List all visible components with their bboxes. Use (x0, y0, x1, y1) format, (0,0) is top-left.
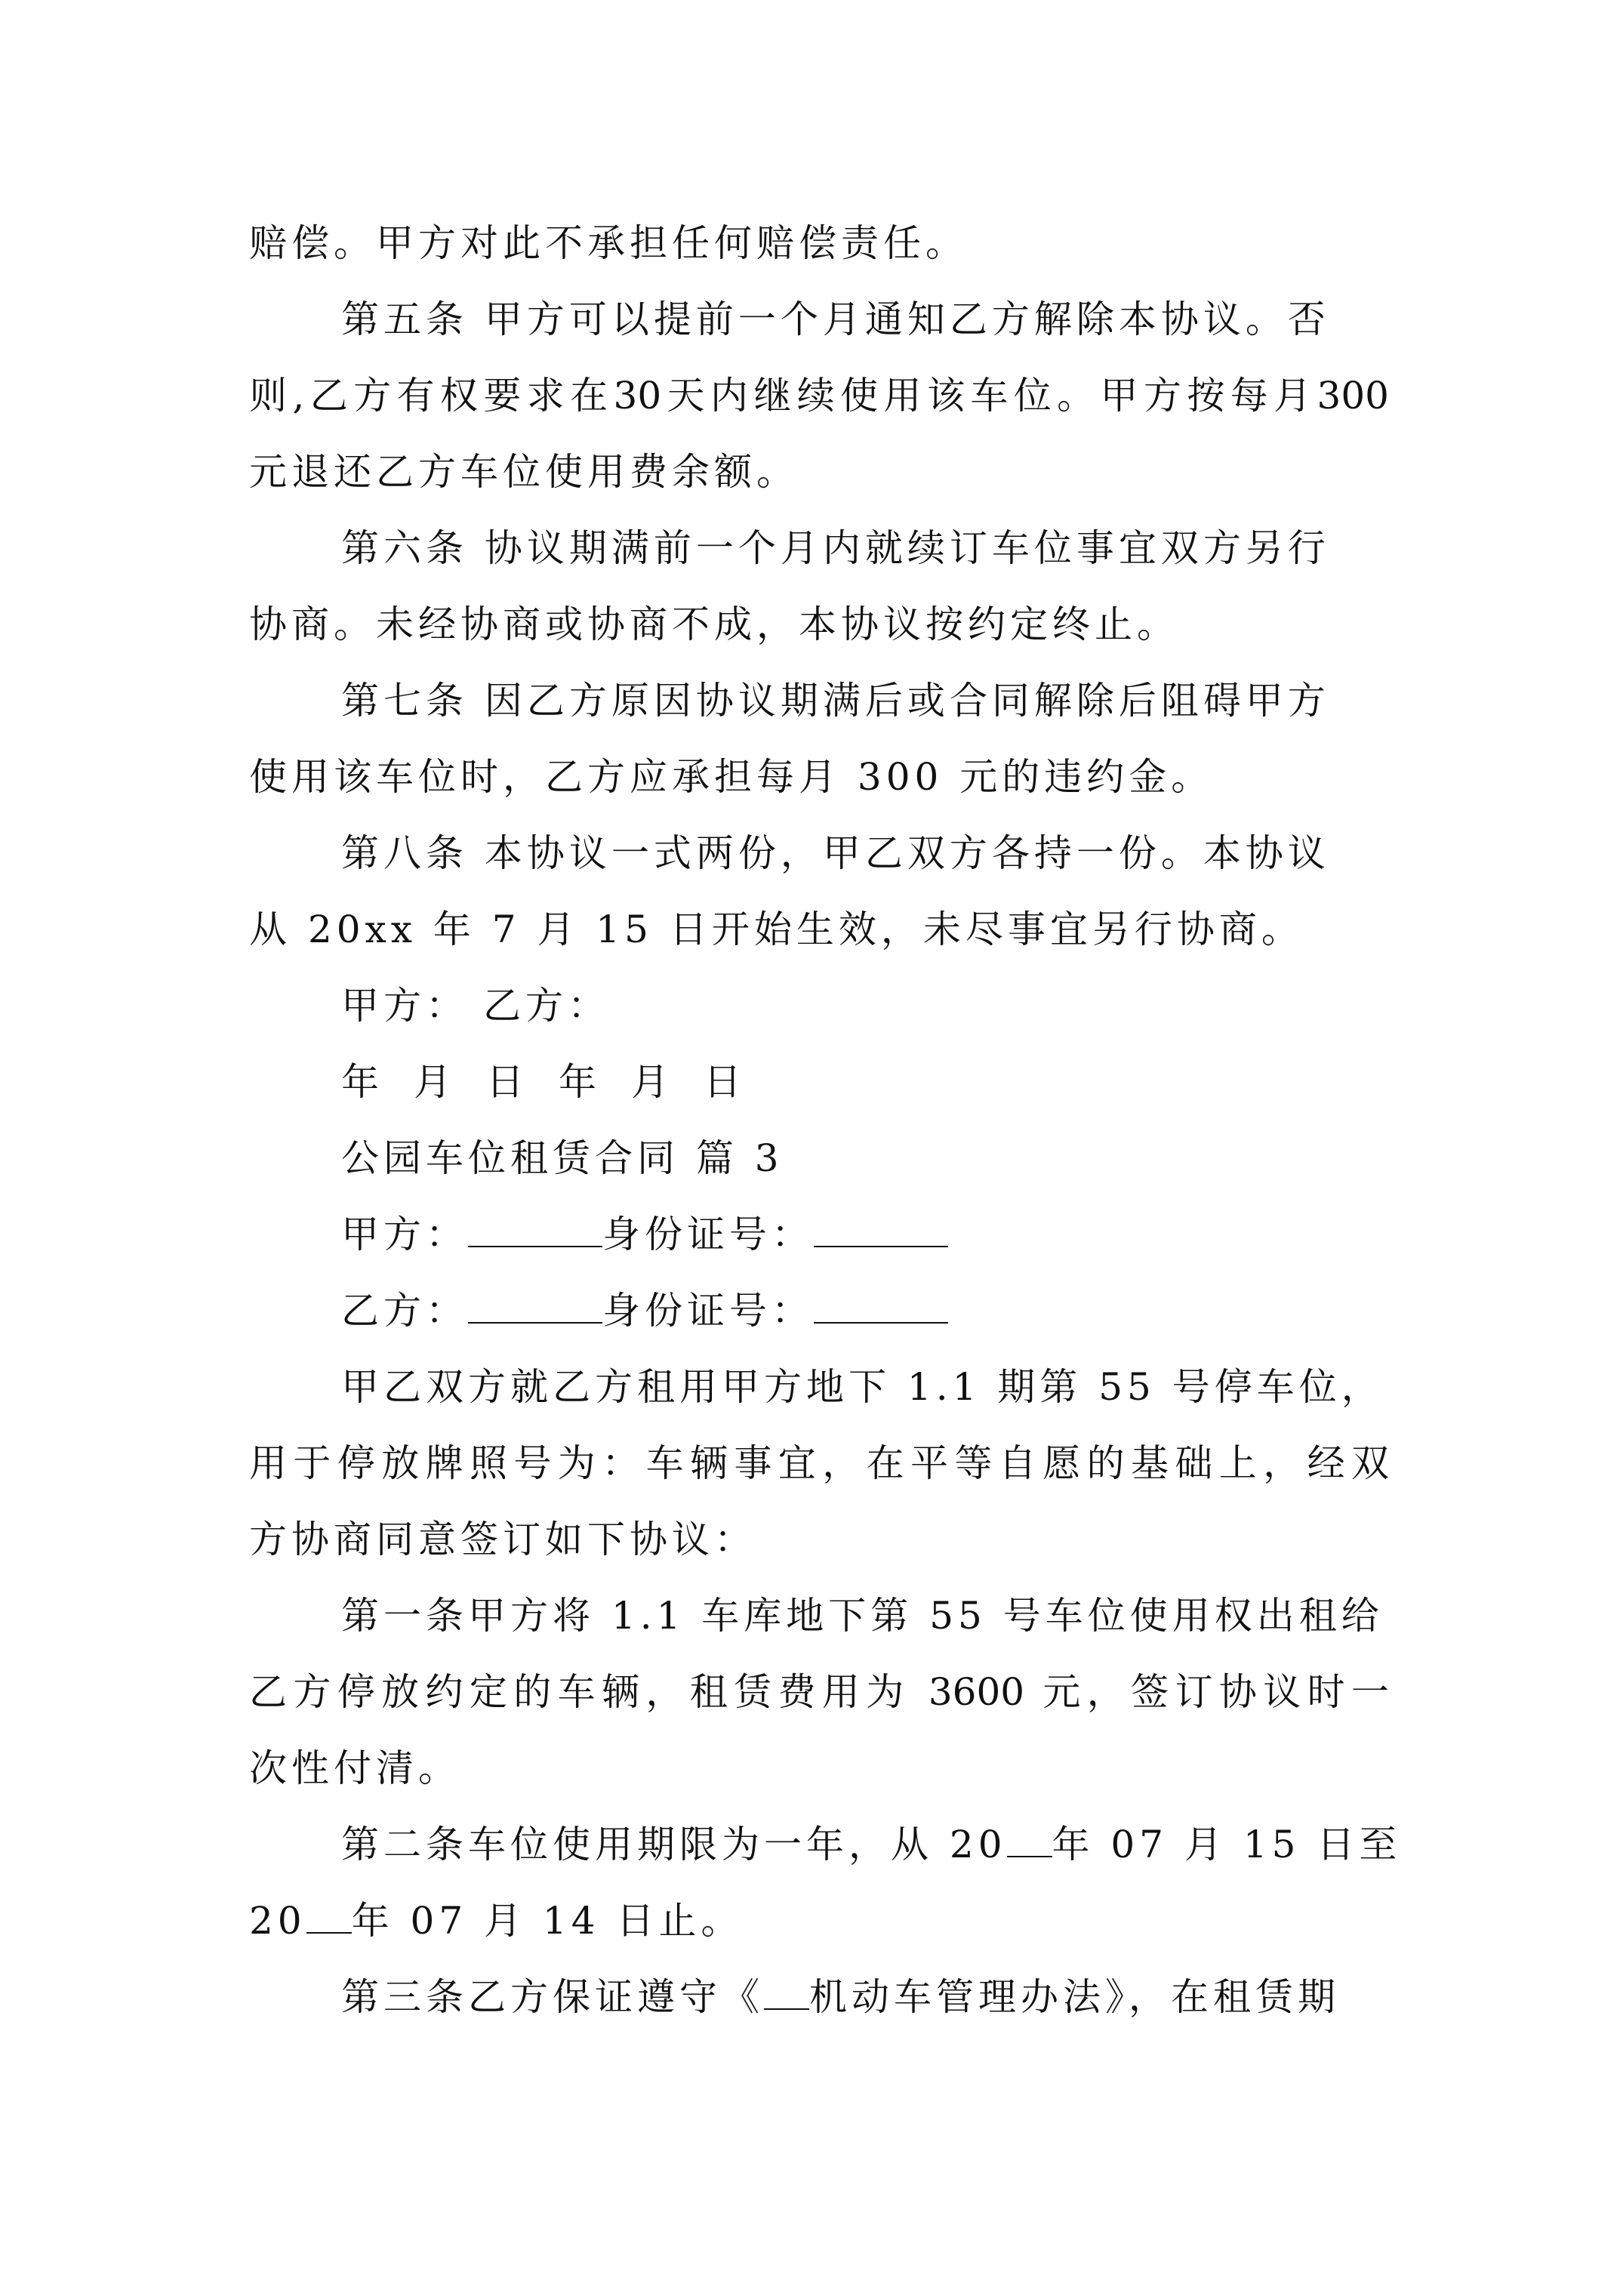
text-line: 使用该车位时，乙方应承担每月 300 元的违约金。 (249, 755, 1214, 799)
contract-body (249, 205, 1402, 2036)
party-a-signature-label: 甲方： (341, 984, 468, 1028)
clause-five: 第五条 甲方可以提前一个月通知乙方解除本协议。否 (341, 297, 1330, 341)
text-line: 从 20xx 年 7 月 15 日开始生效，未尽事宜另行协商。 (249, 908, 1304, 951)
text-fragment: 年 07 月 14 日止。 (351, 1899, 744, 1943)
text-fragment: 第二条车位使用期限为一年，从 20 (341, 1823, 1007, 1866)
clause-one: 第一条甲方将 1.1 车库地下第 55 号车位使用权出租给 (341, 1594, 1384, 1638)
text-fragment: 机动车管理办法》，在租赁期 (809, 1975, 1340, 2019)
text-fragment: 年 07 月 15 日至 (1052, 1823, 1402, 1866)
text-line: 乙方停放约定的车辆，租赁费用为 3600 元，签订协议时一 (249, 1670, 1389, 1714)
section-heading: 公园车位租赁合同 篇 3 (341, 1136, 784, 1180)
text-line: 次性付清。 (249, 1746, 460, 1790)
party-b-name-blank (468, 1292, 602, 1324)
date-day-label: 日 (704, 1060, 746, 1104)
date-month-label: 月 (631, 1060, 673, 1104)
text-line: 协商。未经协商或协商不成，本协议按约定终止。 (249, 603, 1179, 646)
text-fragment: 第三条乙方保证遵守《 (341, 1975, 764, 2019)
text-line: 赔偿。甲方对此不承担任何赔偿责任。 (249, 221, 968, 265)
id-number-label: 身份证号： (602, 1289, 814, 1333)
text-line: 则,乙方有权要求在30天内继续使用该车位。甲方按每月300 (249, 374, 1389, 418)
id-number-label: 身份证号： (602, 1213, 814, 1256)
party-a-id-blank (814, 1216, 948, 1247)
party-a-name-blank (468, 1216, 602, 1247)
party-b-signature-label: 乙方： (483, 984, 610, 1028)
party-b-id-blank (814, 1292, 948, 1324)
year-blank (1007, 1826, 1052, 1857)
date-year-label: 年 (341, 1060, 383, 1104)
clause-two (249, 1807, 1402, 1883)
party-a-info (249, 1197, 1389, 1273)
date-year-label: 年 (559, 1060, 601, 1104)
text-line: 用于停放牌照号为：车辆事宜，在平等自愿的基础上，经双 (249, 1441, 1389, 1485)
text-fragment: 20 (249, 1899, 306, 1943)
text-line: 元退还乙方车位使用费余额。 (249, 450, 799, 494)
clause-six: 第六条 协议期满前一个月内就续订车位事宜双方另行 (341, 526, 1330, 570)
clause-seven: 第七条 因乙方原因协议期满后或合同解除后阻碍甲方 (341, 679, 1330, 723)
signature-dates (249, 1044, 1389, 1120)
preamble: 甲乙双方就乙方租用甲方地下 1.1 期第 55 号停车位， (341, 1365, 1384, 1409)
party-b-label: 乙方： (341, 1289, 468, 1333)
date-day-label: 日 (486, 1060, 528, 1104)
clause-three (249, 1959, 1389, 2036)
regulation-name-blank (764, 1978, 809, 2010)
text-line: 方协商同意签订如下协议： (249, 1518, 756, 1561)
signature-parties (249, 968, 1389, 1044)
date-month-label: 月 (414, 1060, 456, 1104)
year-blank (306, 1902, 352, 1934)
clause-eight: 第八条 本协议一式两份，甲乙双方各持一份。本协议 (341, 831, 1330, 875)
party-a-label: 甲方： (341, 1213, 468, 1256)
text-line (249, 1883, 1389, 1959)
party-b-info (249, 1273, 1389, 1349)
